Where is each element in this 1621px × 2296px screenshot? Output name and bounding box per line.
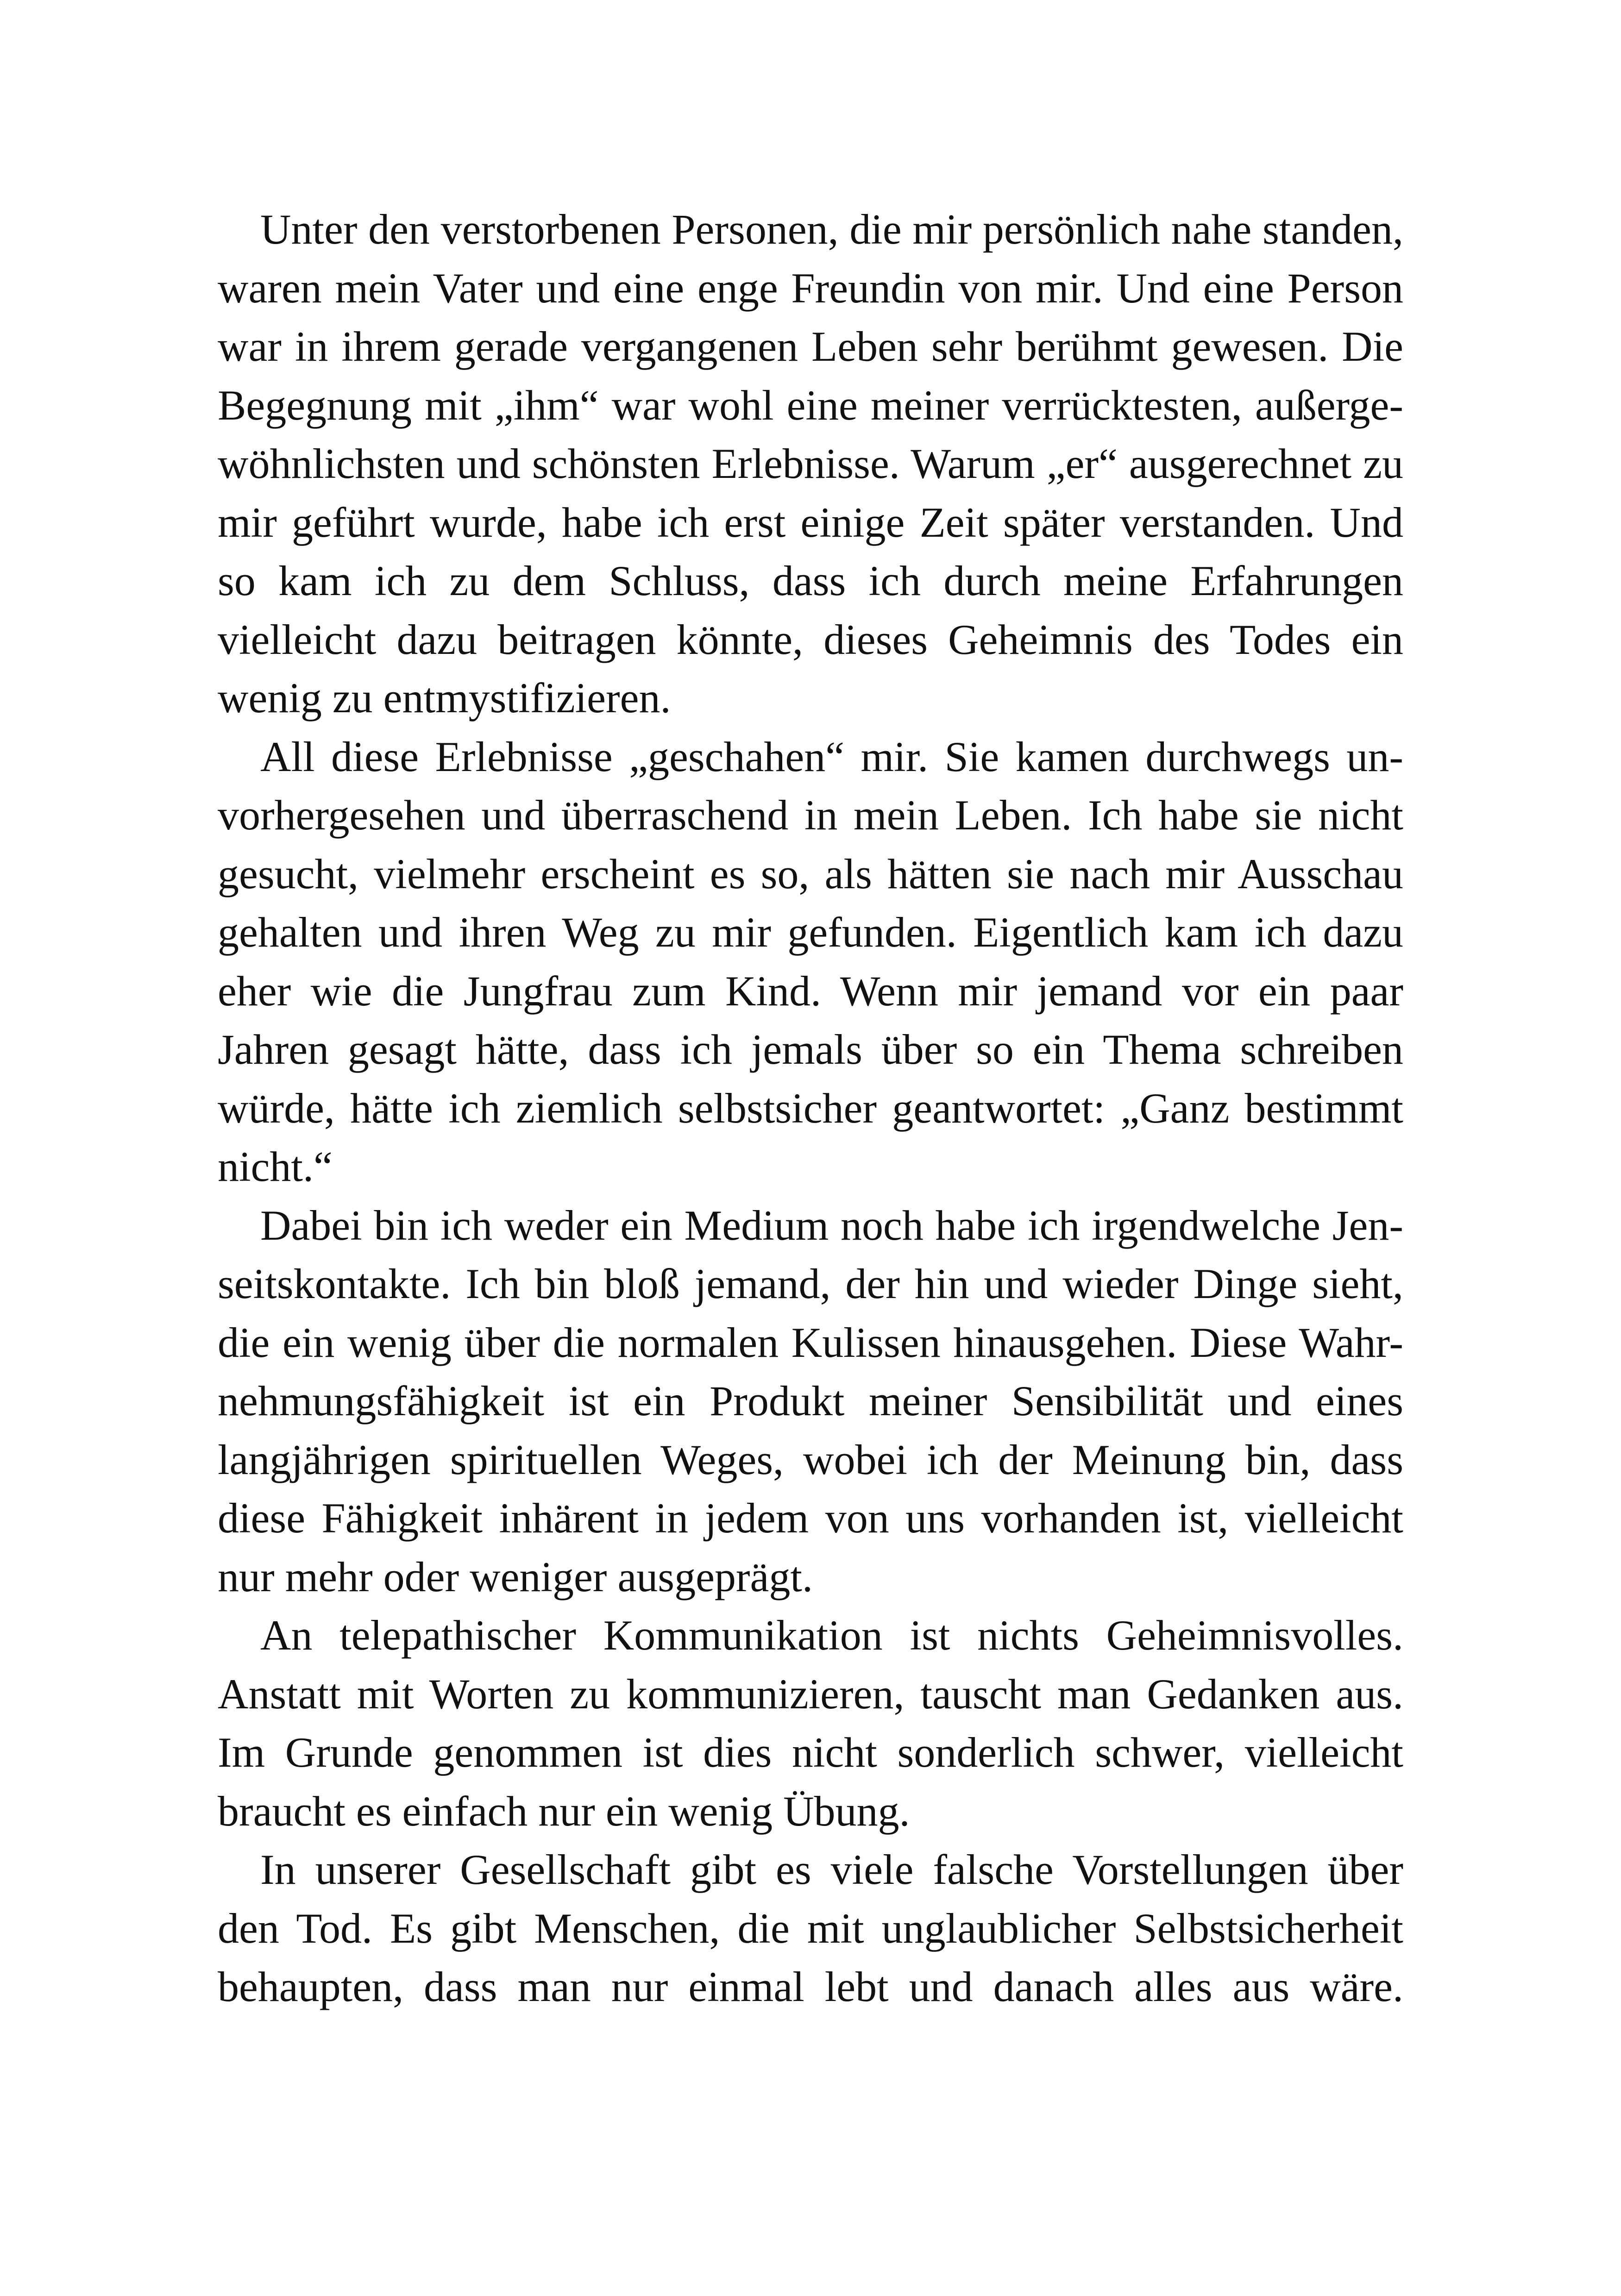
text-line: gesucht, vielmehr erscheint es so, als hätten sie nach mir Ausschau xyxy=(218,850,1403,897)
text-line: würde, hätte ich ziemlich selbstsicher geantwortet: „Ganz bestimmt xyxy=(218,1084,1403,1132)
text-line: Jahren gesagt hätte, dass ich jemals über so ein Thema schreiben xyxy=(218,1026,1403,1073)
text-line: braucht es einfach nur ein wenig Übung. xyxy=(218,1787,910,1835)
text-line: nehmungsfähigkeit ist ein Produkt meiner Sensibilität und eines xyxy=(218,1377,1403,1424)
text-line: Dabei bin ich weder ein Medium noch habe ich irgendwelche Jen- xyxy=(260,1201,1403,1249)
body-text xyxy=(218,200,1403,2016)
paragraph-1 xyxy=(218,200,1403,728)
text-line: Unter den verstorbenen Personen, die mir persönlich nahe standen, xyxy=(260,206,1403,253)
text-line: In unserer Gesellschaft gibt es viele falsche Vorstellungen über xyxy=(260,1846,1403,1893)
paragraph-5 xyxy=(218,1840,1403,2016)
text-line: vorhergesehen und überraschend in mein Leben. Ich habe sie nicht xyxy=(218,791,1403,839)
text-line: seitskontakte. Ich bin bloß jemand, der hin und wieder Dinge sieht, xyxy=(218,1260,1403,1307)
text-line: Anstatt mit Worten zu kommunizieren, tauscht man Gedanken aus. xyxy=(218,1670,1403,1718)
paragraph-4 xyxy=(218,1606,1403,1840)
text-line: Im Grunde genommen ist dies nicht sonderlich schwer, vielleicht xyxy=(218,1729,1403,1776)
text-line: waren mein Vater und eine enge Freundin von mir. Und eine Person xyxy=(218,264,1403,312)
text-line: gehalten und ihren Weg zu mir gefunden. Eigentlich kam ich dazu xyxy=(218,909,1403,956)
text-line: den Tod. Es gibt Menschen, die mit unglaublicher Selbstsicherheit xyxy=(218,1904,1403,1952)
text-line: diese Fähigkeit inhärent in jedem von uns vorhanden ist, vielleicht xyxy=(218,1494,1403,1542)
text-line: war in ihrem gerade vergangenen Leben sehr berühmt gewesen. Die xyxy=(218,323,1403,370)
text-line: vielleicht dazu beitragen könnte, dieses Geheimnis des Todes ein xyxy=(218,615,1403,663)
text-line: All diese Erlebnisse „geschahen“ mir. Sie kamen durchwegs un- xyxy=(260,733,1403,780)
text-line: mir geführt wurde, habe ich erst einige Zeit später verstanden. Und xyxy=(218,498,1403,546)
text-line: An telepathischer Kommunikation ist nichts Geheimnisvolles. xyxy=(260,1612,1403,1659)
text-line: so kam ich zu dem Schluss, dass ich durch meine Erfahrungen xyxy=(218,557,1403,604)
text-line: langjährigen spirituellen Weges, wobei ich der Meinung bin, dass xyxy=(218,1436,1403,1483)
paragraph-3 xyxy=(218,1196,1403,1606)
text-line: wenig zu entmystifizieren. xyxy=(218,674,671,721)
text-line: eher wie die Jungfrau zum Kind. Wenn mir jemand vor ein paar xyxy=(218,967,1403,1015)
text-line: nur mehr oder weniger ausgeprägt. xyxy=(218,1553,813,1600)
paragraph-2 xyxy=(218,728,1403,1196)
text-line: Begegnung mit „ihm“ war wohl eine meiner verrücktesten, außerge- xyxy=(218,381,1403,429)
text-line: die ein wenig über die normalen Kulissen hinausgehen. Diese Wahr- xyxy=(218,1318,1403,1366)
text-line: wöhnlichsten und schönsten Erlebnisse. Warum „er“ ausgerechnet zu xyxy=(218,440,1403,487)
text-line: behaupten, dass man nur einmal lebt und danach alles aus wäre. xyxy=(218,1963,1403,2010)
text-line: nicht.“ xyxy=(218,1143,333,1190)
